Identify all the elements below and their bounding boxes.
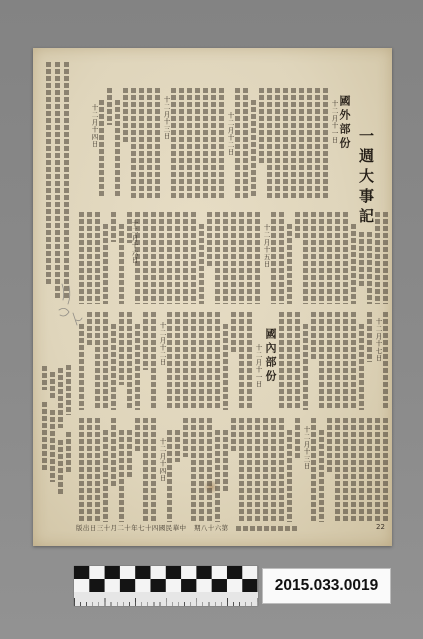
text-column bbox=[335, 312, 340, 410]
text-column bbox=[271, 418, 276, 522]
date-heading: 十二月十二日 bbox=[226, 112, 235, 156]
page-number: 22 bbox=[376, 523, 385, 531]
text-column bbox=[231, 312, 236, 354]
text-column bbox=[215, 430, 220, 522]
text-column bbox=[79, 418, 84, 522]
text-column bbox=[95, 418, 100, 522]
text-column bbox=[167, 212, 172, 304]
text-column bbox=[259, 88, 264, 163]
text-column bbox=[315, 88, 320, 198]
text-column bbox=[295, 312, 300, 410]
text-column bbox=[375, 212, 380, 304]
text-column bbox=[167, 430, 172, 522]
text-column bbox=[199, 312, 204, 410]
text-column bbox=[311, 212, 316, 304]
text-column bbox=[87, 212, 92, 304]
text-column bbox=[367, 418, 372, 522]
text-column bbox=[231, 212, 236, 304]
text-column bbox=[143, 212, 148, 304]
accession-label bbox=[262, 568, 391, 604]
date-heading: 十二月十一日 bbox=[254, 344, 263, 388]
text-column bbox=[383, 418, 388, 522]
text-column bbox=[223, 212, 228, 304]
text-column bbox=[64, 62, 69, 298]
text-column bbox=[87, 418, 92, 522]
text-column bbox=[111, 418, 116, 487]
text-column bbox=[223, 324, 228, 410]
text-column bbox=[175, 212, 180, 304]
footer-address-illegible bbox=[236, 526, 298, 531]
text-column bbox=[239, 212, 244, 304]
text-column bbox=[311, 312, 316, 361]
date-heading: 十二月十七日 bbox=[374, 318, 383, 362]
text-column bbox=[267, 88, 272, 198]
date-heading: 十二月十四日 bbox=[158, 438, 167, 482]
text-column bbox=[151, 212, 156, 304]
text-column bbox=[143, 312, 148, 370]
text-column bbox=[235, 88, 240, 198]
text-column bbox=[271, 212, 276, 304]
accession-number: 2015.033.0019 bbox=[274, 577, 379, 594]
text-column bbox=[367, 232, 372, 304]
date-heading: 十二月十二日 bbox=[158, 322, 167, 366]
text-column bbox=[279, 212, 284, 304]
text-column bbox=[175, 312, 180, 410]
text-column bbox=[279, 418, 284, 522]
text-column bbox=[383, 312, 388, 410]
date-heading: 十二月十六日 bbox=[130, 220, 139, 264]
text-column bbox=[255, 212, 260, 304]
date-heading: 十二月十四日 bbox=[90, 104, 99, 148]
text-column bbox=[135, 418, 140, 453]
text-column bbox=[335, 418, 340, 522]
text-column bbox=[191, 312, 196, 410]
text-column bbox=[343, 312, 348, 410]
text-column bbox=[42, 402, 47, 470]
text-column bbox=[287, 224, 292, 304]
text-column bbox=[343, 418, 348, 522]
text-column bbox=[367, 312, 372, 362]
text-column bbox=[99, 100, 104, 198]
text-column bbox=[103, 312, 108, 410]
text-column bbox=[42, 366, 47, 390]
text-column bbox=[191, 418, 196, 522]
text-column bbox=[187, 88, 192, 198]
text-column bbox=[183, 212, 188, 304]
page-title: 一週大事記 bbox=[357, 128, 375, 228]
text-column bbox=[263, 418, 268, 522]
section-heading-foreign: 國外部份 bbox=[338, 95, 351, 151]
text-column bbox=[199, 224, 204, 304]
text-column bbox=[159, 212, 164, 304]
text-column bbox=[335, 212, 340, 304]
text-column bbox=[183, 418, 188, 457]
text-column bbox=[211, 88, 216, 198]
text-column bbox=[111, 212, 116, 242]
date-heading: 十二月十一日 bbox=[330, 100, 339, 144]
text-column bbox=[191, 212, 196, 304]
text-column bbox=[275, 88, 280, 198]
text-column bbox=[66, 365, 71, 415]
text-column bbox=[171, 88, 176, 198]
footer-issue: 期八十六第 bbox=[194, 524, 229, 532]
text-column bbox=[319, 430, 324, 522]
text-column bbox=[319, 212, 324, 304]
text-column bbox=[50, 410, 55, 482]
text-column bbox=[307, 88, 312, 198]
text-column bbox=[351, 224, 356, 304]
text-column bbox=[327, 418, 332, 472]
text-column bbox=[351, 418, 356, 522]
text-column bbox=[359, 418, 364, 522]
text-column bbox=[95, 312, 100, 410]
pencil-mark bbox=[54, 280, 86, 336]
text-column bbox=[215, 312, 220, 410]
text-column bbox=[183, 312, 188, 410]
text-column bbox=[167, 312, 172, 410]
text-column bbox=[147, 88, 152, 198]
text-column bbox=[175, 430, 180, 462]
text-column bbox=[251, 100, 256, 198]
text-column bbox=[50, 372, 55, 400]
text-column bbox=[139, 88, 144, 198]
text-column bbox=[207, 212, 212, 266]
text-column bbox=[127, 312, 132, 410]
text-column bbox=[359, 232, 364, 286]
text-column bbox=[46, 62, 51, 286]
text-column bbox=[107, 88, 112, 125]
text-column bbox=[231, 418, 236, 452]
text-column bbox=[155, 88, 160, 198]
text-column bbox=[291, 88, 296, 198]
text-column bbox=[247, 312, 252, 410]
text-column bbox=[303, 212, 308, 304]
text-column bbox=[199, 418, 204, 522]
text-column bbox=[283, 88, 288, 198]
checker-pattern bbox=[74, 566, 258, 592]
text-column bbox=[303, 324, 308, 410]
text-column bbox=[127, 430, 132, 479]
text-column bbox=[203, 88, 208, 198]
text-column bbox=[95, 212, 100, 304]
text-column bbox=[111, 324, 116, 410]
text-column bbox=[219, 88, 224, 198]
text-column bbox=[103, 430, 108, 522]
text-column bbox=[131, 88, 136, 198]
date-heading: 十二月十五日 bbox=[262, 224, 271, 268]
text-column bbox=[195, 88, 200, 198]
text-column bbox=[351, 312, 356, 410]
text-column bbox=[327, 312, 332, 410]
text-column bbox=[87, 312, 92, 345]
text-column bbox=[375, 418, 380, 522]
text-column bbox=[119, 224, 124, 304]
text-column bbox=[223, 430, 228, 492]
section-heading-domestic: 國內部份 bbox=[264, 328, 277, 384]
ruler-scale bbox=[74, 592, 258, 606]
text-column bbox=[319, 312, 324, 410]
text-column bbox=[247, 418, 252, 522]
date-heading: 十二月十三日 bbox=[302, 426, 311, 470]
text-column bbox=[58, 368, 63, 428]
text-column bbox=[123, 88, 128, 143]
text-column bbox=[299, 88, 304, 198]
text-column bbox=[343, 212, 348, 304]
text-column bbox=[119, 430, 124, 522]
text-column bbox=[359, 324, 364, 410]
text-column bbox=[79, 324, 84, 410]
text-column bbox=[311, 418, 316, 522]
text-column bbox=[55, 62, 60, 300]
text-column bbox=[295, 418, 300, 459]
text-column bbox=[66, 432, 71, 472]
color-calibration-strip bbox=[74, 566, 258, 606]
text-column bbox=[255, 418, 260, 522]
text-column bbox=[103, 224, 108, 304]
text-column bbox=[247, 212, 252, 304]
text-column bbox=[115, 100, 120, 198]
text-column bbox=[151, 312, 156, 410]
text-column bbox=[327, 212, 332, 304]
text-column bbox=[287, 312, 292, 410]
text-column bbox=[179, 88, 184, 198]
text-column bbox=[239, 312, 244, 410]
text-column bbox=[207, 312, 212, 410]
text-column bbox=[383, 212, 388, 304]
text-column bbox=[279, 312, 284, 410]
text-column bbox=[239, 418, 244, 522]
text-column bbox=[135, 324, 140, 410]
text-column bbox=[295, 212, 300, 238]
text-column bbox=[119, 312, 124, 385]
date-heading: 十二月十三日 bbox=[162, 96, 171, 140]
text-column bbox=[323, 88, 328, 198]
text-column bbox=[287, 430, 292, 522]
text-column bbox=[143, 418, 148, 522]
text-column bbox=[207, 418, 212, 522]
text-column bbox=[58, 440, 63, 496]
text-column bbox=[215, 212, 220, 304]
text-column bbox=[243, 88, 248, 198]
text-column bbox=[151, 418, 156, 522]
footer-imprint: 版出日三十月二十年七十四國民華中 bbox=[76, 524, 187, 532]
